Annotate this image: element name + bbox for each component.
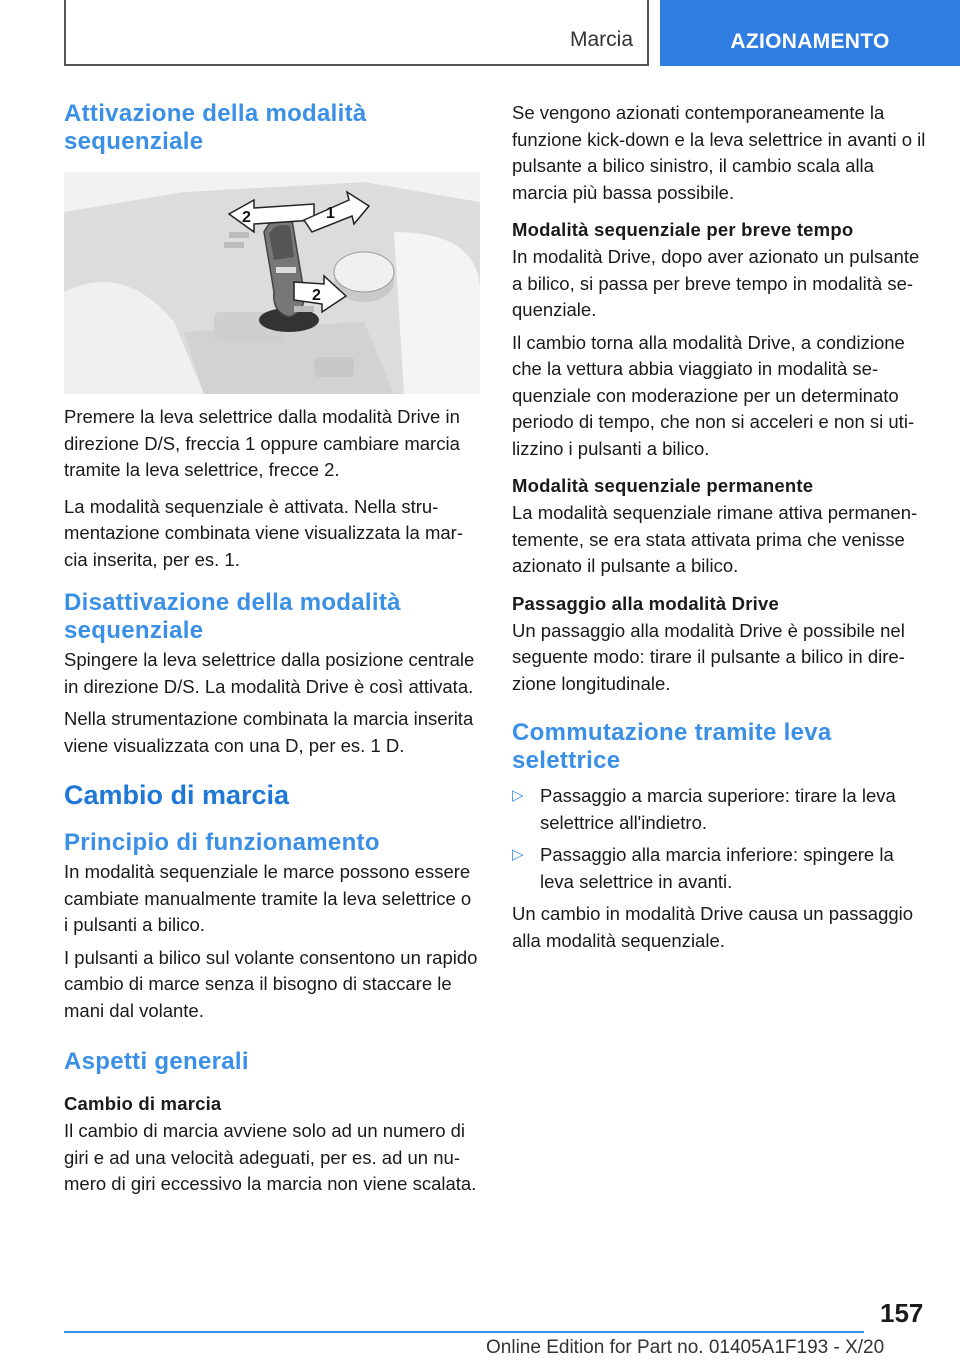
- header-section-title: Marcia: [569, 28, 633, 51]
- triangle-bullet-icon: ▷: [512, 787, 524, 804]
- list-item-text: Passaggio alla marcia inferiore: spingere la leva selettrice in avanti.: [540, 844, 894, 892]
- subheading-passaggio-drive: Passaggio alla modalità Drive: [512, 592, 779, 614]
- header-section-box: [64, 0, 649, 66]
- paragraph-spingere: Spingere la leva selettrice dalla posizione centrale in direzione D/S. La modalità Drive è così attivata.: [64, 649, 475, 697]
- gear-lever-illustration: [64, 172, 480, 394]
- paragraph-cambio: Il cambio di marcia avviene solo ad un numero di giri e ad una velocità adeguati, per es. ad un numero di giri eccessivo la marcia non viene scalata.: [64, 1120, 477, 1194]
- heading-commutazione: Commutazione tramite leva selettrice: [512, 719, 832, 774]
- subheading-breve-tempo: Modalità sequenziale per breve tempo: [512, 219, 854, 240]
- subheading-permanente: Modalità sequenziale permanente: [512, 475, 814, 496]
- heading-attivazione: Attivazione della modalità sequenziale: [64, 100, 367, 155]
- paragraph-breve-1: In modalità Drive, dopo aver azionato un pulsante a bilico, si passa per breve tempo in modalità sequenziale.: [512, 246, 920, 320]
- paragraph-attivata: La modalità sequenziale è attivata. Nella strumentazione combinata viene visualizzata la marcia inserita, per es. 1.: [64, 495, 463, 570]
- paragraph-premere: Premere la leva selettrice dalla modalità Drive in direzione D/S, freccia 1 oppure cambiare marcia tramite la leva selettrice, frecce 2.: [64, 406, 460, 480]
- header-chapter-tab: [660, 0, 960, 66]
- gear-lever-drawing: [64, 172, 480, 394]
- list-item-text: Passaggio a marcia superiore: tirare la leva selettrice all'indietro.: [540, 785, 896, 833]
- paragraph-drive: Un cambio in modalità Drive causa un passaggio alla modalità sequenziale.: [512, 903, 914, 951]
- paragraph-breve-2: Il cambio torna alla modalità Drive, a condizione che la vettura abbia viaggiato in modalità sequenziale con moderazione per un determinato periodo di tempo, che non si acceleri e non si utilizzino i pulsanti a bilico.: [512, 331, 915, 459]
- paragraph-pulsanti: I pulsanti a bilico sul volante consentono un rapido cambio di marce senza il bisogno di staccare le mani dal volante.: [64, 946, 478, 1021]
- right-column: [512, 100, 928, 954]
- heading-aspetti-generali: Aspetti generali: [64, 1048, 249, 1075]
- paragraph-permanente: La modalità sequenziale rimane attiva permanentemente, se era stata attivata prima che venisse azionato il pulsante a bilico.: [512, 502, 918, 576]
- triangle-bullet-icon: ▷: [512, 846, 524, 863]
- paragraph-kickdown: Se vengono azionati contemporaneamente la funzione kick-down e la leva selettrice in avanti o il pulsante a bilico sinistro, il cambio scala alla marcia più bassa possibile.: [512, 102, 926, 203]
- header-chapter-title: AZIONAMENTO: [730, 30, 890, 53]
- page-number: 157: [880, 1298, 924, 1328]
- list-item: [512, 842, 928, 895]
- figure-label-2-bottom: 2: [312, 287, 321, 304]
- left-column: [64, 100, 480, 1198]
- footer-divider: [64, 1331, 864, 1333]
- footer-edition: Online Edition for Part no. 01405A1F193 - X/20: [486, 1337, 885, 1358]
- list-item: [512, 783, 928, 836]
- paragraph-modalita: In modalità sequenziale le marce possono essere cambiate manualmente tramite la leva selettrice o i pulsanti a bilico.: [64, 861, 472, 935]
- bullet-list: [512, 783, 928, 895]
- subheading-cambio-di-marcia: Cambio di marcia: [64, 1093, 222, 1114]
- heading-cambio-di-marcia: Cambio di marcia: [64, 780, 290, 810]
- paragraph-strumentazione: Nella strumentazione combinata la marcia inserita viene visualizzata con una D, per es. 1 D.: [64, 708, 474, 756]
- paragraph-passaggio: Un passaggio alla modalità Drive è possibile nel seguente modo: tirare il pulsante a bilico in direzione longitudinale.: [512, 619, 905, 694]
- figure-label-1: 1: [326, 205, 335, 222]
- heading-disattivazione: Disattivazione della modalità sequenziale: [64, 589, 401, 644]
- figure-label-2-top: 2: [242, 209, 251, 226]
- heading-principio: Principio di funzionamento: [64, 829, 380, 856]
